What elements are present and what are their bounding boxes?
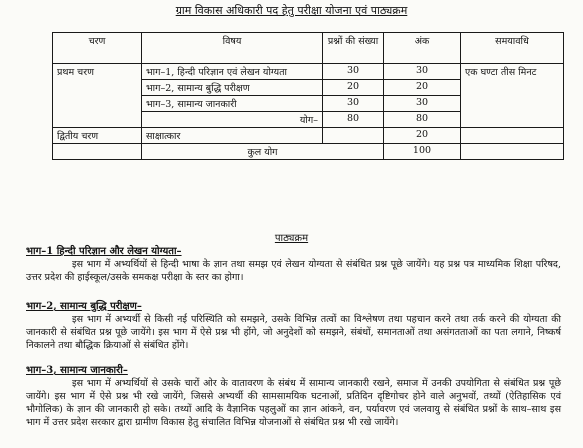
questions-cell: 30	[323, 96, 384, 112]
section-text: इस भाग में अभ्यर्थी से किसी नई परिस्थिति को समझने, उसके विभिन्न तत्वों का विश्लेषण तथा पहचान करने तथा तर्क करने की योग्यता की जानकारी से संबंधित प्रश्न पूछे जायेंगे। इस भाग में ऐसे प्रश्न भी होंगे, जो अनुदेशों को समझने, संबंधों, समानताओं तथा असंगतताओं का पता लगाने, निष्कर्ष निकालने तथा बौद्धिक क्रियाओं से संबंधित होंगे।	[26, 314, 561, 351]
stage1-duration: एक घण्टा तीस मिनट	[461, 64, 564, 128]
header-marks: अंक	[384, 33, 461, 64]
section-text: इस भाग में अभ्यर्थियों से हिन्दी भाषा के ज्ञान तथा समझ एवं लेखन योग्यता से संबंधित प्रश्न पूछे जायेंगे। यह प्रश्न पत्र माध्यमिक शिक्षा परिषद, उत्तर प्रदेश की हाईस्कूल/उसके समकक्ष परीक्षा के स्तर का होगा।	[26, 259, 561, 283]
grand-total-marks: 100	[384, 144, 461, 160]
header-stage: चरण	[53, 33, 142, 64]
stage2-questions	[323, 128, 384, 144]
section-part1	[26, 245, 561, 284]
grand-total-spacer	[53, 144, 142, 160]
header-duration: समयावधि	[461, 33, 564, 64]
grand-total-empty	[461, 144, 564, 160]
total-questions: 80	[323, 112, 384, 128]
section-part3	[26, 364, 561, 429]
stage2-subject: साक्षात्कार	[142, 128, 323, 144]
header-subject: विषय	[142, 33, 323, 64]
section-part2	[26, 300, 561, 352]
total-label: योग–	[142, 112, 323, 128]
stage2-label: द्वितीय चरण	[53, 128, 142, 144]
header-questions: प्रश्नों की संख्या	[323, 33, 384, 64]
document-title: ग्राम विकास अधिकारी पद हेतु परीक्षा योजना एवं पाठ्यक्रम	[175, 4, 408, 17]
questions-cell: 20	[323, 80, 384, 96]
section-heading: भाग–3, सामान्य जानकारी–	[26, 365, 128, 376]
syllabus-heading: पाठ्यक्रम	[274, 233, 309, 244]
marks-cell: 30	[384, 96, 461, 112]
stage2-marks: 20	[384, 128, 461, 144]
subject-cell: भाग–3, सामान्य जानकारी	[142, 96, 323, 112]
section-heading: भाग–1 हिन्दी परिज्ञान और लेखन योग्यता–	[26, 246, 182, 257]
marks-cell: 30	[384, 64, 461, 80]
table-row	[53, 64, 564, 80]
section-text: इस भाग में अभ्यर्थियों से उसके चारों ओर के वातावरण के संबंध में सामान्य जानकारी रखने, समाज में उनकी उपयोगिता से संबंधित प्रश्न पूछे जायेंगे। इस भाग में ऐसे प्रश्न भी रखे जायेंगे, जिससे अभ्यर्थी की सामसामयिक घटनाओं, प्रतिदिन दृष्टिगोचर होने वाले अनुभवों, तथ्यों (ऐतिहासिक एवं भौगोलिक) के ज्ञान की जानकारी हो सके। तथ्यों आदि के वैज्ञानिक पहलुओं का ज्ञान आंकने, वन, पर्यावरण एवं जलवायु से संबंधित प्रश्नों के साथ–साथ इस भाग में उत्तर प्रदेश सरकार द्वारा ग्रामीण विकास हेतु संचालित विभिन्न योजनाओं से संबंधित प्रश्न भी रखे जायेंगे।	[26, 378, 561, 428]
subject-cell: भाग–2, सामान्य बुद्धि परीक्षण	[142, 80, 323, 96]
table-header-row	[53, 33, 564, 64]
exam-scheme-table	[52, 32, 564, 160]
table-row	[53, 128, 564, 144]
subject-cell: भाग–1, हिन्दी परिज्ञान एवं लेखन योग्यता	[142, 64, 323, 80]
marks-cell: 20	[384, 80, 461, 96]
stage2-duration	[461, 128, 564, 144]
grand-total-label: कुल योग	[142, 144, 384, 160]
stage1-label: प्रथम चरण	[53, 64, 142, 128]
total-marks: 80	[384, 112, 461, 128]
questions-cell: 30	[323, 64, 384, 80]
grand-total-row	[53, 144, 564, 160]
section-heading: भाग–2, सामान्य बुद्धि परीक्षण–	[26, 301, 142, 312]
